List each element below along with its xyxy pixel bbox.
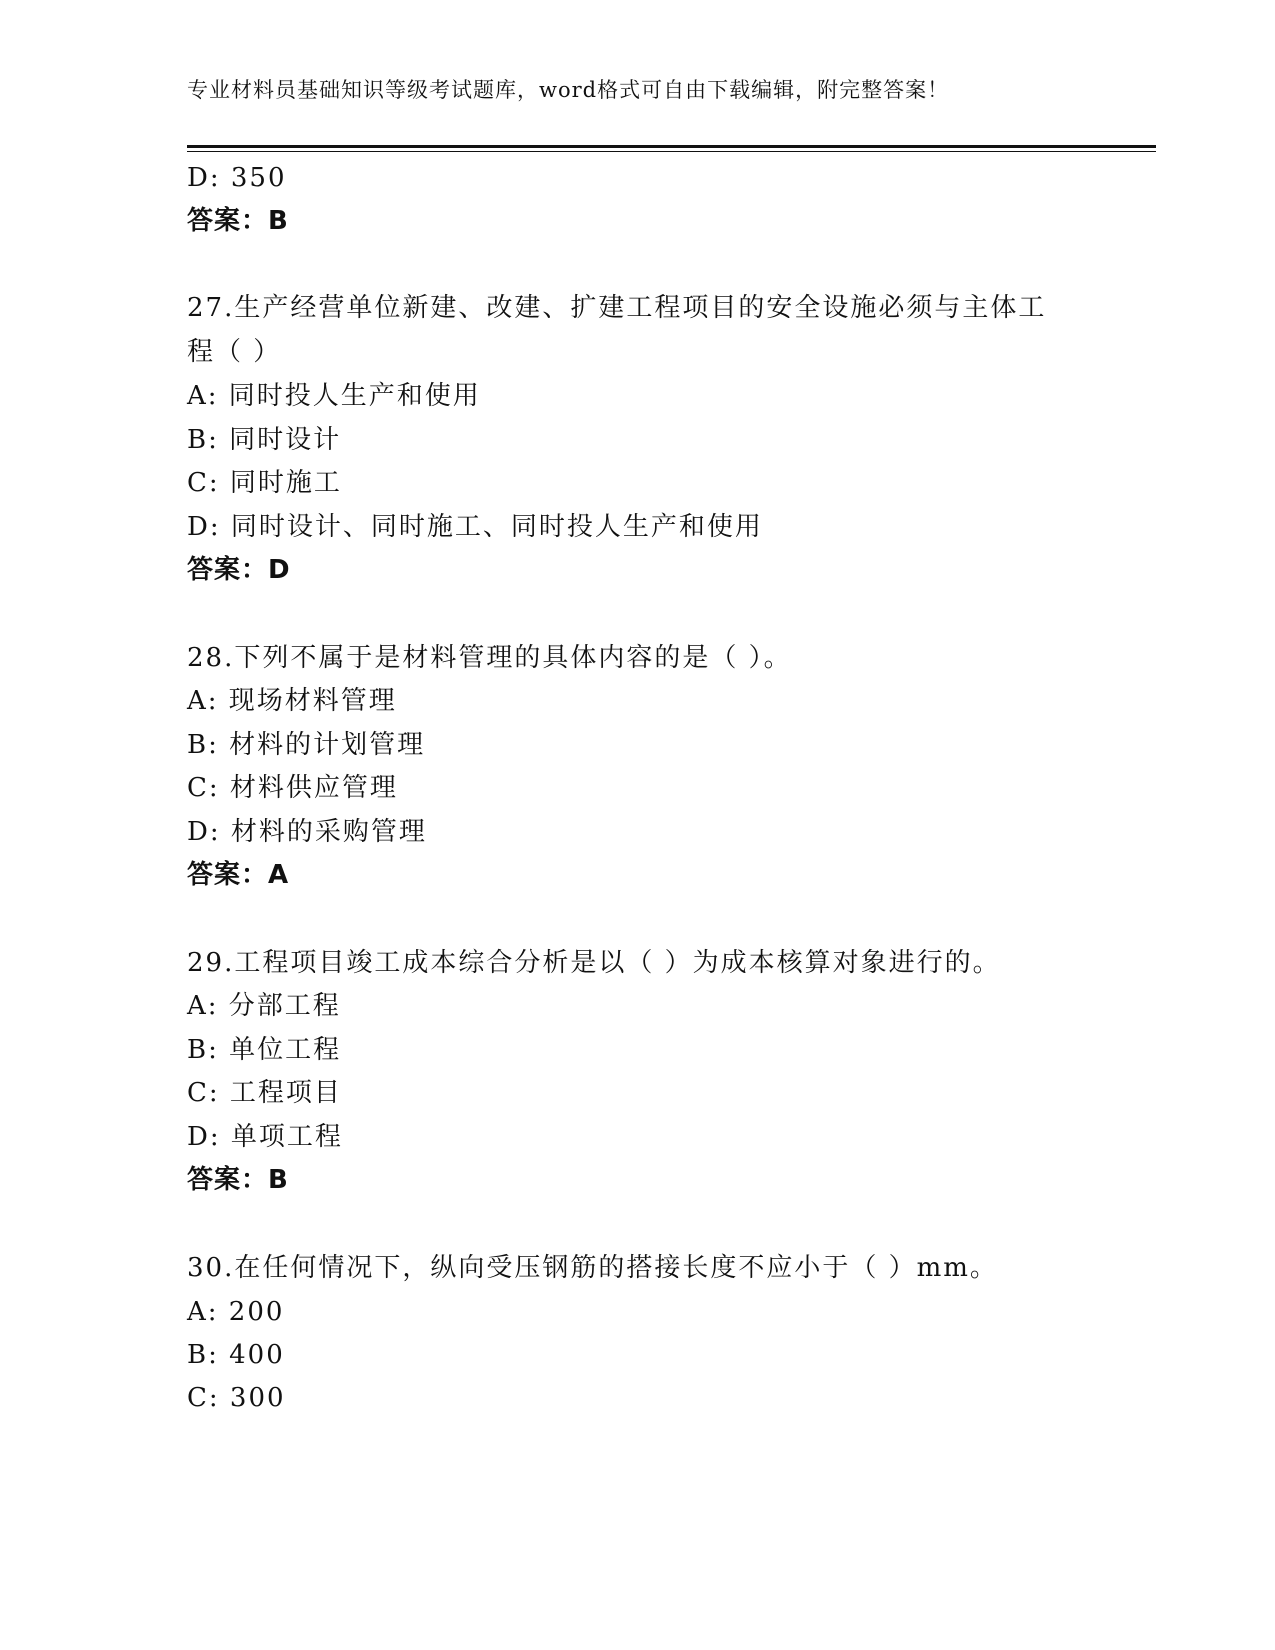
page-header: 专业材料员基础知识等级考试题库，word格式可自由下载编辑，附完整答案！	[187, 78, 950, 102]
option-a-q29: A: 分部工程	[187, 991, 341, 1021]
option-d-q27: D: 同时设计、同时施工、同时投人生产和使用	[187, 512, 763, 542]
question-28: 28.下列不属于是材料管理的具体内容的是（ ）。	[187, 643, 792, 673]
option-a-q30: A: 200	[187, 1297, 285, 1327]
answer-q27: 答案：D	[187, 555, 291, 585]
answer-q26: 答案：B	[187, 206, 289, 236]
header-rule-thick	[187, 145, 1156, 148]
question-27-line1: 27.生产经营单位新建、改建、扩建工程项目的安全设施必须与主体工	[187, 293, 1047, 323]
option-d-q26: D: 350	[187, 163, 287, 193]
question-29: 29.工程项目竣工成本综合分析是以（ ）为成本核算对象进行的。	[187, 948, 1001, 978]
option-c-q29: C: 工程项目	[187, 1078, 342, 1108]
option-c-q27: C: 同时施工	[187, 468, 342, 498]
option-b-q29: B: 单位工程	[187, 1035, 342, 1065]
question-27-line2: 程（ ）	[187, 337, 282, 367]
option-c-q30: C: 300	[187, 1383, 286, 1413]
option-b-q30: B: 400	[187, 1340, 285, 1370]
option-d-q28: D: 材料的采购管理	[187, 817, 427, 847]
answer-q29: 答案：B	[187, 1165, 289, 1195]
option-a-q27: A: 同时投人生产和使用	[187, 381, 481, 411]
question-30: 30.在任何情况下，纵向受压钢筋的搭接长度不应小于（ ）mm。	[187, 1253, 998, 1283]
option-b-q27: B: 同时设计	[187, 425, 342, 455]
option-b-q28: B: 材料的计划管理	[187, 730, 426, 760]
option-c-q28: C: 材料供应管理	[187, 773, 398, 803]
header-rule-thin	[187, 151, 1156, 152]
option-a-q28: A: 现场材料管理	[187, 686, 397, 716]
option-d-q29: D: 单项工程	[187, 1122, 343, 1152]
answer-q28: 答案：A	[187, 860, 290, 890]
